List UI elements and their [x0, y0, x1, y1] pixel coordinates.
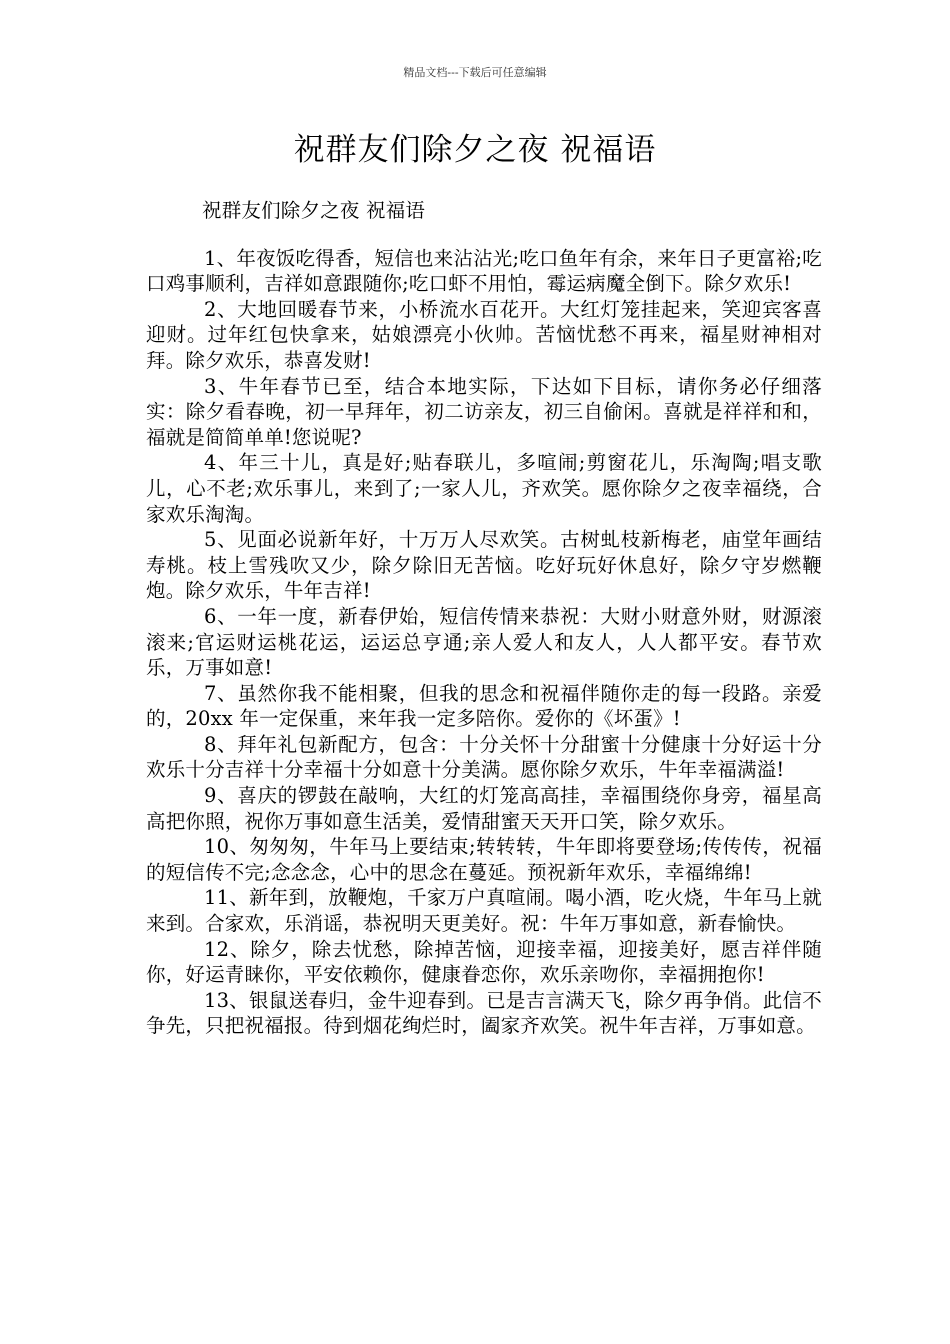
blessing-paragraph-6: 6、一年一度，新春伊始，短信传情来恭祝：大财小财意外财，财源滚滚来;官运财运桃花运，运运总亨通;亲人爱人和友人，人人都平安。春节欢乐，万事如意! — [146, 604, 822, 680]
document-body — [146, 198, 822, 1039]
blessing-paragraph-4: 4、年三十儿，真是好;贴春联儿，多喧闹;剪窗花儿，乐淘陶;唱支歌儿，心不老;欢乐事儿，来到了;一家人儿，齐欢笑。愿你除夕之夜幸福绕，合家欢乐淘淘。 — [146, 451, 822, 526]
document-title: 祝群友们除夕之夜 祝福语 — [293, 132, 657, 168]
blessing-paragraph-10: 10、匆匆匆，牛年马上要结束;转转转，牛年即将要登场;传传传，祝福的短信传不完;念念念，心中的思念在蔓延。预祝新年欢乐，幸福绵绵! — [146, 835, 822, 884]
header-note: 精品文档---下载后可任意编辑 — [403, 66, 547, 79]
blessing-paragraph-8: 8、拜年礼包新配方，包含：十分关怀十分甜蜜十分健康十分好运十分欢乐十分吉祥十分幸福十分如意十分美满。愿你除夕欢乐，牛年幸福满溢! — [146, 732, 822, 782]
blessing-paragraph-7: 7、虽然你我不能相聚，但我的思念和祝福伴随你走的每一段路。亲爱的，20xx 年一定保重，来年我一定多陪你。爱你的《坏蛋》! — [146, 681, 822, 731]
blessing-paragraph-11: 11、新年到，放鞭炮，千家万户真喧闹。喝小酒，吃火烧，牛年马上就来到。合家欢，乐消谣，恭祝明天更美好。祝：牛年万事如意，新春愉快。 — [146, 886, 822, 936]
blessing-paragraph-5: 5、见面必说新年好，十万万人尽欢笑。古树虬枝新梅老，庙堂年画结寿桃。枝上雪残吹又少，除夕除旧无苦恼。吃好玩好休息好，除夕守岁燃鞭炮。除夕欢乐，牛年吉祥! — [146, 528, 822, 603]
blessing-paragraph-1: 1、年夜饭吃得香，短信也来沾沾光;吃口鱼年有余，来年日子更富裕;吃口鸡事顺利，吉祥如意跟随你;吃口虾不用怕，霉运病魔全倒下。除夕欢乐! — [146, 246, 822, 296]
blessing-paragraph-3: 3、牛年春节已至，结合本地实际，下达如下目标，请你务必仔细落实：除夕看春晚，初一早拜年，初二访亲友，初三自偷闲。喜就是祥祥和和，福就是简简单单!您说呢? — [146, 374, 822, 449]
blessing-paragraph-13: 13、银鼠送春归，金牛迎春到。已是吉言满天飞，除夕再争俏。此信不争先，只把祝福报。待到烟花绚烂时，阖家齐欢笑。祝牛年吉祥，万事如意。 — [146, 988, 822, 1038]
blessing-paragraph-2: 2、大地回暖春节来，小桥流水百花开。大红灯笼挂起来，笑迎宾客喜迎财。过年红包快拿来，姑娘漂亮小伙帅。苦恼忧愁不再来，福星财神相对拜。除夕欢乐，恭喜发财! — [146, 297, 822, 372]
document-subtitle: 祝群友们除夕之夜 祝福语 — [202, 199, 426, 222]
blessing-paragraph-9: 9、喜庆的锣鼓在敲响，大红的灯笼高高挂，幸福围绕你身旁，福星高高把你照，祝你万事如意生活美，爱情甜蜜天天开口笑，除夕欢乐。 — [146, 784, 822, 833]
blessing-paragraph-12: 12、除夕，除去忧愁，除掉苦恼，迎接幸福，迎接美好，愿吉祥伴随你，好运青睐你，平安依赖你，健康眷恋你，欢乐亲吻你，幸福拥抱你! — [146, 937, 822, 987]
